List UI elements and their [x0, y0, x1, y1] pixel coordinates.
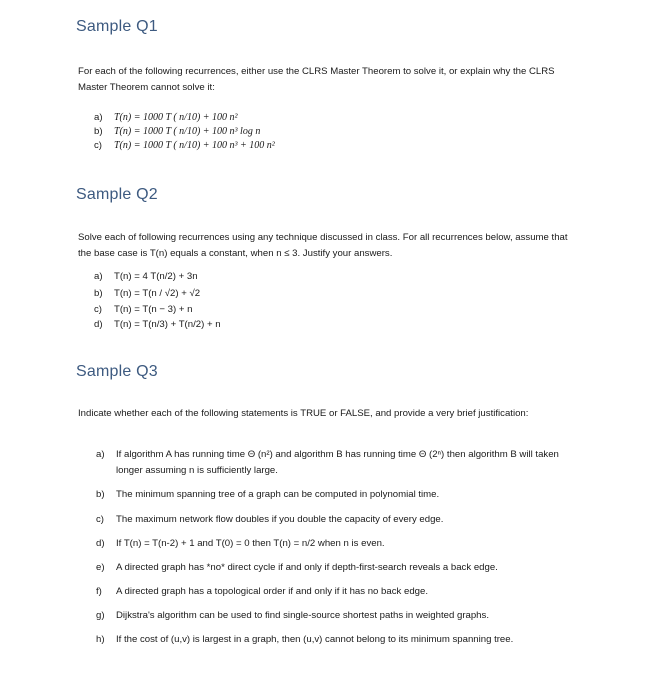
q1-item-b [94, 125, 260, 138]
item-label: c) [94, 140, 102, 151]
recurrence-text: T(n) = 1000 T ( n/10) + 100 n² [114, 112, 238, 123]
statement-text: If T(n) = T(n-2) + 1 and T(0) = 0 then T(n) = n/2 when n is even. [116, 538, 385, 549]
item-label: a) [94, 112, 103, 123]
item-label: e) [96, 562, 105, 573]
item-label: b) [94, 288, 103, 299]
recurrence-text: T(n) = T(n / √2) + √2 [114, 288, 201, 299]
statement-text: If algorithm A has running time Θ (n²) and algorithm B has running time Θ (2ⁿ) then algorithm B will taken longer assuming n is sufficiently large. [116, 449, 559, 476]
item-label: c) [94, 304, 102, 315]
q3-item-f [96, 584, 576, 600]
item-label: a) [94, 271, 103, 282]
q1-item-a [94, 111, 238, 124]
q2-item-d [94, 318, 221, 331]
recurrence-text: T(n) = 1000 T ( n/10) + 100 n³ + 100 n² [114, 140, 275, 151]
statement-text: If the cost of (u,v) is largest in a graph, then (u,v) cannot belong to its minimum spanning tree. [116, 634, 514, 645]
q3-item-g [96, 608, 576, 624]
item-label: g) [96, 610, 105, 621]
recurrence-text: T(n) = 4 T(n/2) + 3n [114, 271, 198, 282]
item-label: b) [94, 126, 103, 137]
item-label: b) [96, 489, 105, 500]
q3-item-h [96, 632, 576, 648]
statement-text: Dijkstra's algorithm can be used to find single-source shortest paths in weighted graphs. [116, 610, 489, 621]
q3-item-a [96, 447, 576, 479]
item-label: d) [96, 538, 105, 549]
q1-instructions: For each of the following recurrences, either use the CLRS Master Theorem to solve it, or explain why the CLRS Master Theorem cannot solve it: [78, 66, 555, 93]
q2-item-a [94, 270, 198, 283]
q3-item-e [96, 560, 576, 576]
section-title-q2: Sample Q2 [76, 186, 158, 203]
item-label: f) [96, 586, 102, 597]
q3-item-d [96, 536, 576, 552]
recurrence-text: T(n) = T(n/3) + T(n/2) + n [114, 319, 221, 330]
item-label: c) [96, 514, 104, 525]
q3-item-c [96, 512, 576, 528]
statement-text: The minimum spanning tree of a graph can be computed in polynomial time. [116, 489, 440, 500]
section-title-q3: Sample Q3 [76, 363, 158, 380]
q3-instructions: Indicate whether each of the following statements is TRUE or FALSE, and provide a very brief justification: [78, 408, 529, 419]
item-label: a) [96, 449, 105, 460]
item-label: h) [96, 634, 105, 645]
section-title-q1: Sample Q1 [76, 18, 158, 35]
q2-instructions: Solve each of following recurrences using any technique discussed in class. For all recurrences below, assume that the base case is T(n) equals a constant, when n ≤ 3. Justify your answers. [78, 232, 568, 259]
item-label: d) [94, 319, 103, 330]
q3-item-b [96, 487, 576, 503]
recurrence-text: T(n) = T(n − 3) + n [114, 304, 193, 315]
q2-item-b [94, 287, 200, 300]
q2-item-c [94, 303, 192, 316]
recurrence-text: T(n) = 1000 T ( n/10) + 100 n³ log n [114, 126, 261, 137]
statement-text: The maximum network flow doubles if you double the capacity of every edge. [116, 514, 444, 525]
statement-text: A directed graph has *no* direct cycle if and only if depth-first-search reveals a back edge. [116, 562, 498, 573]
statement-text: A directed graph has a topological order if and only if it has no back edge. [116, 586, 428, 597]
q1-item-c [94, 139, 275, 152]
